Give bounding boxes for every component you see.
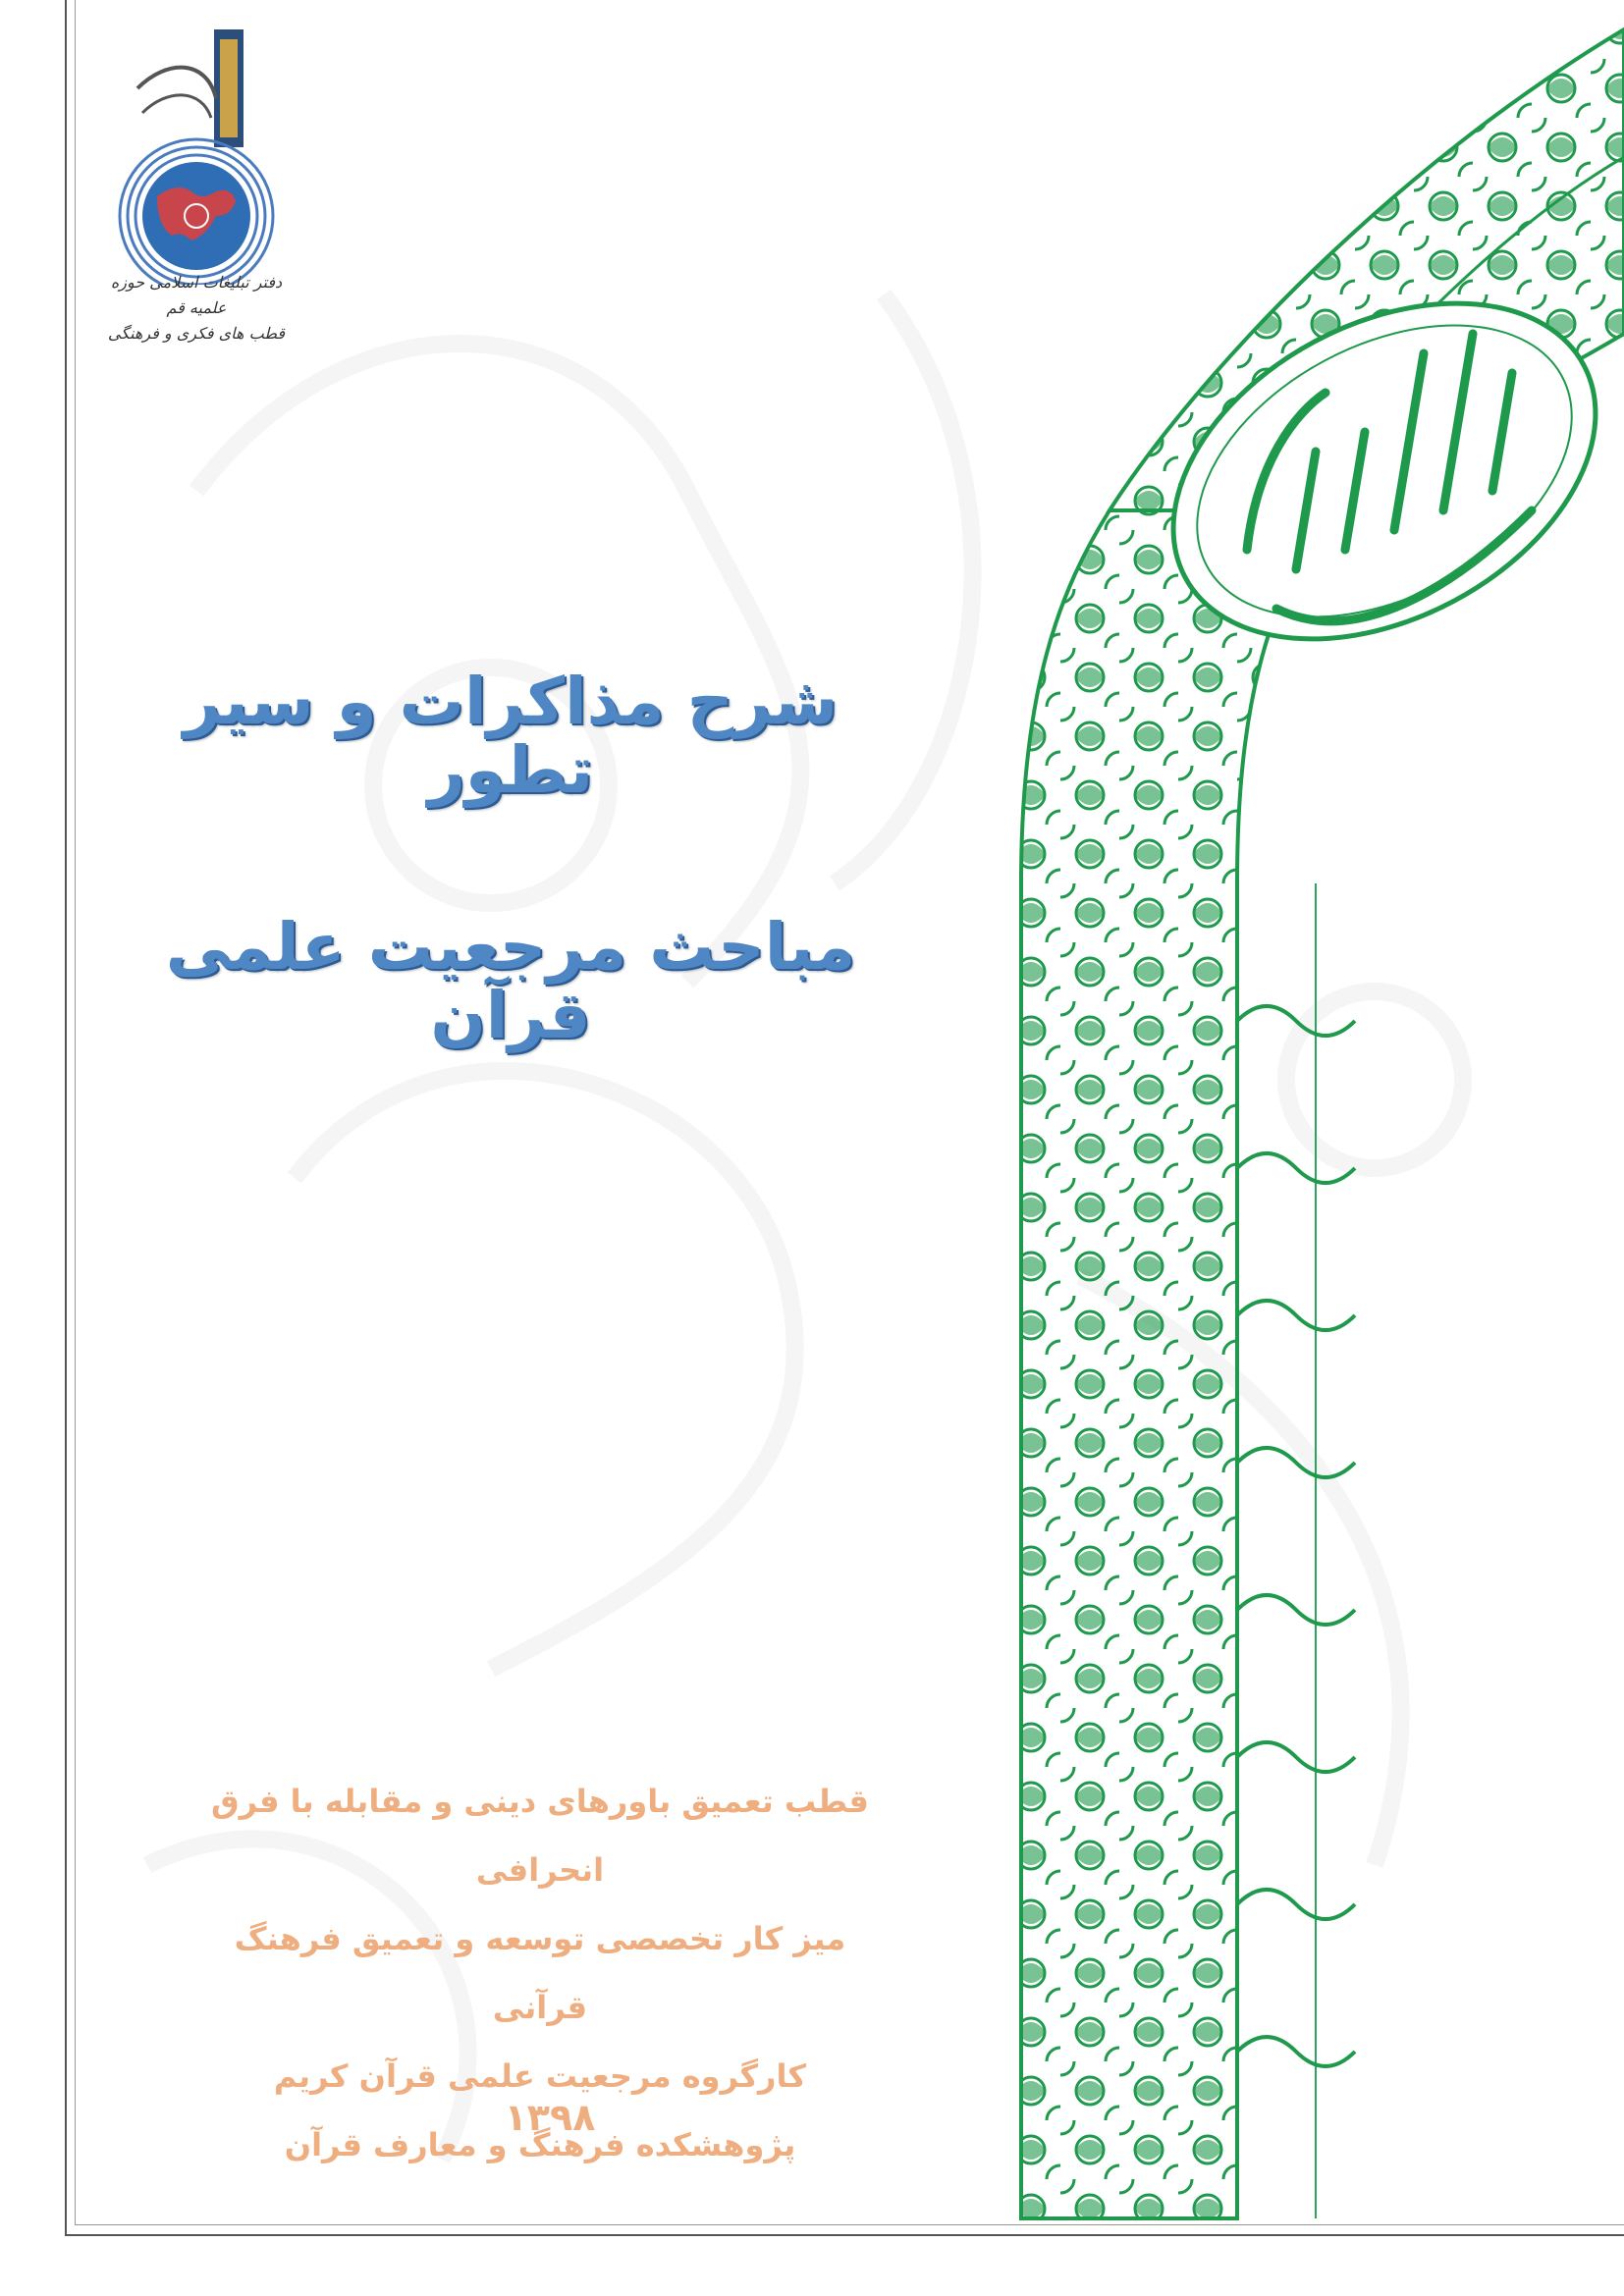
organization-logo [98, 20, 295, 344]
title-line-2: مباحث مرجعیت علمی قرآن [165, 909, 856, 1053]
organization-line-1: قطب تعمیق باورهای دینی و مقابله با فرق انحرافی [211, 1783, 869, 1889]
title-line-1: شرح مذاکرات و سیر تطور [183, 664, 839, 808]
globe-logo-icon [98, 20, 295, 285]
organization-line-4: پژوهشکده فرهنگ و معارف قرآن [284, 2126, 796, 2163]
organization-line-2: میز کار تخصصی توسعه و تعمیق فرهنگ قرآنی [234, 1920, 846, 2026]
logo-caption-line-1: دفتر تبلیغات اسلامی حوزه علمیه قم [110, 273, 283, 317]
logo-caption-line-2: قطب های فکری و فرهنگی [107, 324, 286, 343]
quran-arch-ornament-icon [1001, 0, 1624, 2228]
document-title [128, 664, 893, 1053]
publication-year: ۱۳۹۸ [504, 2096, 596, 2139]
organization-line-3: کارگروه مرجعیت علمی قرآن کریم [273, 2057, 807, 2095]
